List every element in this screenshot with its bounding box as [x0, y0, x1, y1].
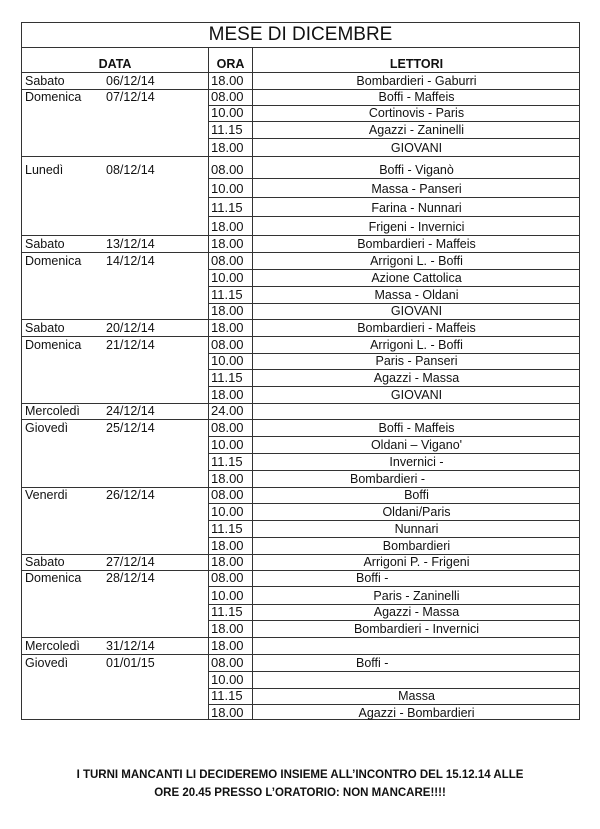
table-row: [22, 671, 579, 688]
time-cell: 11.15: [211, 200, 243, 215]
table-row: [22, 72, 579, 89]
time-cell: 18.00: [211, 140, 244, 155]
readers-cell: Oldani/Paris: [382, 505, 451, 519]
table-row: [22, 303, 579, 319]
time-cell: 10.00: [211, 504, 244, 519]
day-cell: [25, 269, 105, 286]
table-row: [22, 121, 579, 138]
time-cell: 24.00: [211, 403, 244, 418]
time-cell: 18.00: [211, 219, 244, 234]
time-cell: 08.00: [211, 253, 244, 268]
readers-cell: Azione Cattolica: [371, 271, 462, 285]
table-row: [22, 554, 579, 570]
footer-line-2: ORE 20.45 PRESSO L’ORATORIO: NON MANCARE!!!!: [154, 787, 446, 799]
table-row: [22, 470, 579, 487]
day-cell: [25, 216, 105, 235]
table-row: [22, 216, 579, 235]
schedule-table: [21, 22, 580, 720]
day-cell: [25, 105, 105, 121]
table-row: [22, 386, 579, 403]
date-cell: [106, 671, 206, 688]
readers-cell: Nunnari: [394, 522, 439, 536]
day-cell: Lunedì: [25, 163, 64, 177]
readers-cell: Massa - Panseri: [371, 182, 462, 196]
readers-cell: Arrigoni P. - Frigeni: [363, 555, 470, 569]
readers-cell: Boffi - Maffeis: [378, 421, 455, 435]
readers-cell: Arrigoni L. - Boffi: [370, 254, 463, 268]
day-cell: [25, 178, 105, 197]
table-row: [22, 369, 579, 386]
table-row: [22, 353, 579, 369]
readers-cell: [253, 403, 580, 419]
date-cell: 08/12/14: [106, 163, 155, 177]
table-row: [22, 637, 579, 654]
time-cell: 10.00: [211, 672, 244, 687]
date-cell: 06/12/14: [106, 74, 155, 88]
day-cell: Sabato: [25, 237, 65, 251]
date-cell: [106, 586, 206, 604]
time-cell: 11.15: [211, 454, 243, 469]
date-cell: 20/12/14: [106, 321, 155, 335]
date-cell: [106, 121, 206, 138]
day-cell: [25, 138, 105, 156]
date-cell: [106, 453, 206, 470]
table-row: [22, 105, 579, 121]
day-cell: Domenica: [25, 571, 82, 585]
table-row: [22, 688, 579, 704]
readers-cell: Agazzi - Massa: [373, 605, 460, 619]
table-row: [22, 336, 579, 353]
date-cell: [106, 520, 206, 537]
table-row: [22, 586, 579, 604]
day-cell: Mercoledì: [25, 639, 80, 653]
table-row: [22, 453, 579, 470]
readers-cell: Agazzi - Massa: [373, 371, 460, 385]
day-cell: [25, 436, 105, 453]
time-cell: 11.15: [211, 604, 243, 619]
readers-cell: Arrigoni L. - Boffi: [370, 338, 463, 352]
date-cell: 07/12/14: [106, 90, 155, 104]
readers-cell: Agazzi - Zaninelli: [368, 123, 465, 137]
time-cell: 18.00: [211, 705, 244, 720]
time-cell: 11.15: [211, 287, 243, 302]
date-cell: [106, 470, 206, 487]
table-row: [22, 620, 579, 637]
time-cell: 18.00: [211, 387, 244, 402]
time-cell: 18.00: [211, 638, 244, 653]
readers-cell: GIOVANI: [390, 304, 443, 318]
day-cell: [25, 704, 105, 721]
day-cell: [25, 386, 105, 403]
time-cell: 08.00: [211, 487, 244, 502]
readers-cell: Farina - Nunnari: [371, 201, 462, 215]
time-cell: 08.00: [211, 655, 244, 670]
table-row: [22, 138, 579, 156]
table-row: [22, 156, 579, 178]
table-row: [22, 89, 579, 105]
readers-cell: Boffi -: [356, 571, 389, 585]
footer-line-1: I TURNI MANCANTI LI DECIDEREMO INSIEME ALL’INCONTRO DEL 15.12.14 ALLE: [76, 769, 524, 781]
readers-cell: Bombardieri - Invernici: [353, 622, 480, 636]
date-cell: [106, 178, 206, 197]
time-cell: 10.00: [211, 437, 244, 452]
table-row: [22, 503, 579, 520]
date-cell: 21/12/14: [106, 338, 155, 352]
readers-cell: Invernici -: [389, 455, 444, 469]
readers-cell: Boffi - Maffeis: [378, 90, 455, 104]
date-cell: [106, 620, 206, 637]
table-row: [22, 178, 579, 197]
time-cell: 11.15: [211, 688, 243, 703]
day-cell: Mercoledì: [25, 404, 80, 418]
date-cell: [106, 286, 206, 303]
time-cell: 18.00: [211, 320, 244, 335]
table-row: [22, 403, 579, 419]
day-cell: [25, 537, 105, 554]
date-cell: [106, 138, 206, 156]
table-row: [22, 197, 579, 216]
table-row: [22, 570, 579, 586]
time-cell: 11.15: [211, 122, 243, 137]
column-header-lettori: LETTORI: [389, 57, 444, 71]
time-cell: 18.00: [211, 538, 244, 553]
day-cell: Sabato: [25, 321, 65, 335]
day-cell: [25, 303, 105, 319]
time-cell: 11.15: [211, 521, 243, 536]
date-cell: 25/12/14: [106, 421, 155, 435]
time-cell: 10.00: [211, 353, 244, 368]
table-title: MESE DI DICEMBRE: [22, 23, 579, 48]
date-cell: [106, 704, 206, 721]
time-cell: 18.00: [211, 471, 244, 486]
time-cell: 18.00: [211, 73, 244, 88]
day-cell: [25, 470, 105, 487]
footer-note: [0, 766, 600, 802]
day-cell: Domenica: [25, 90, 82, 104]
date-cell: 14/12/14: [106, 254, 155, 268]
day-cell: Domenica: [25, 338, 82, 352]
day-cell: [25, 197, 105, 216]
time-cell: 08.00: [211, 337, 244, 352]
date-cell: [106, 369, 206, 386]
day-cell: [25, 503, 105, 520]
date-cell: [106, 537, 206, 554]
day-cell: [25, 369, 105, 386]
readers-cell: Boffi -: [356, 656, 389, 670]
readers-cell: Boffi: [404, 488, 429, 502]
time-cell: 18.00: [211, 303, 244, 318]
table-row: [22, 286, 579, 303]
readers-cell: Bombardieri -: [350, 472, 426, 486]
day-cell: Giovedì: [25, 421, 69, 435]
readers-cell: [253, 671, 580, 688]
time-cell: 18.00: [211, 236, 244, 251]
readers-cell: Bombardieri: [382, 539, 451, 553]
date-cell: 28/12/14: [106, 571, 155, 585]
readers-cell: Massa: [398, 689, 435, 703]
day-cell: [25, 453, 105, 470]
day-cell: [25, 353, 105, 369]
date-cell: 01/01/15: [106, 656, 155, 670]
time-cell: 10.00: [211, 588, 244, 603]
readers-cell: Bombardieri - Maffeis: [357, 321, 476, 335]
readers-cell: Agazzi - Bombardieri: [358, 706, 475, 720]
table-row: [22, 235, 579, 252]
readers-cell: GIOVANI: [390, 141, 443, 155]
date-cell: 31/12/14: [106, 639, 155, 653]
table-row: [22, 654, 579, 671]
date-cell: [106, 436, 206, 453]
table-row: [22, 604, 579, 620]
time-cell: 08.00: [211, 162, 244, 177]
readers-cell: Paris - Zaninelli: [373, 589, 460, 603]
date-cell: [106, 197, 206, 216]
table-row: [22, 419, 579, 436]
readers-cell: Cortinovis - Paris: [368, 106, 465, 120]
date-cell: [106, 604, 206, 620]
day-cell: Sabato: [25, 74, 65, 88]
readers-cell: Bombardieri - Gaburri: [356, 74, 477, 88]
time-cell: 10.00: [211, 181, 244, 196]
day-cell: [25, 620, 105, 637]
time-cell: 10.00: [211, 270, 244, 285]
date-cell: 24/12/14: [106, 404, 155, 418]
day-cell: [25, 520, 105, 537]
readers-cell: Frigeni - Invernici: [368, 220, 465, 234]
table-row: [22, 252, 579, 269]
time-cell: 18.00: [211, 554, 244, 569]
table-row: [22, 319, 579, 336]
readers-cell: Boffi - Viganò: [379, 163, 454, 177]
day-cell: [25, 586, 105, 604]
day-cell: Domenica: [25, 254, 82, 268]
readers-cell: GIOVANI: [390, 388, 443, 402]
table-row: [22, 269, 579, 286]
date-cell: [106, 688, 206, 704]
table-row: [22, 436, 579, 453]
day-cell: Giovedì: [25, 656, 69, 670]
time-cell: 08.00: [211, 570, 244, 585]
readers-cell: Bombardieri - Maffeis: [357, 237, 476, 251]
day-cell: Venerdi: [25, 488, 68, 502]
day-cell: [25, 286, 105, 303]
column-header-data: DATA: [98, 57, 132, 71]
table-row: [22, 704, 579, 721]
day-cell: [25, 121, 105, 138]
table-row: [22, 487, 579, 503]
date-cell: [106, 503, 206, 520]
readers-cell: [253, 637, 580, 654]
time-cell: 18.00: [211, 621, 244, 636]
day-cell: [25, 671, 105, 688]
date-cell: [106, 386, 206, 403]
time-cell: 08.00: [211, 420, 244, 435]
date-cell: [106, 216, 206, 235]
time-cell: 11.15: [211, 370, 243, 385]
date-cell: 26/12/14: [106, 488, 155, 502]
column-header-ora: ORA: [216, 57, 245, 71]
readers-cell: Massa - Oldani: [374, 288, 459, 302]
day-cell: [25, 604, 105, 620]
date-cell: [106, 269, 206, 286]
time-cell: 08.00: [211, 89, 244, 104]
readers-cell: Oldani – Vigano': [370, 438, 463, 452]
table-row: [22, 520, 579, 537]
date-cell: [106, 303, 206, 319]
time-cell: 10.00: [211, 105, 244, 120]
readers-cell: Paris - Panseri: [375, 354, 458, 368]
date-cell: [106, 105, 206, 121]
table-row: [22, 537, 579, 554]
date-cell: 27/12/14: [106, 555, 155, 569]
date-cell: [106, 353, 206, 369]
date-cell: 13/12/14: [106, 237, 155, 251]
day-cell: [25, 688, 105, 704]
day-cell: Sabato: [25, 555, 65, 569]
